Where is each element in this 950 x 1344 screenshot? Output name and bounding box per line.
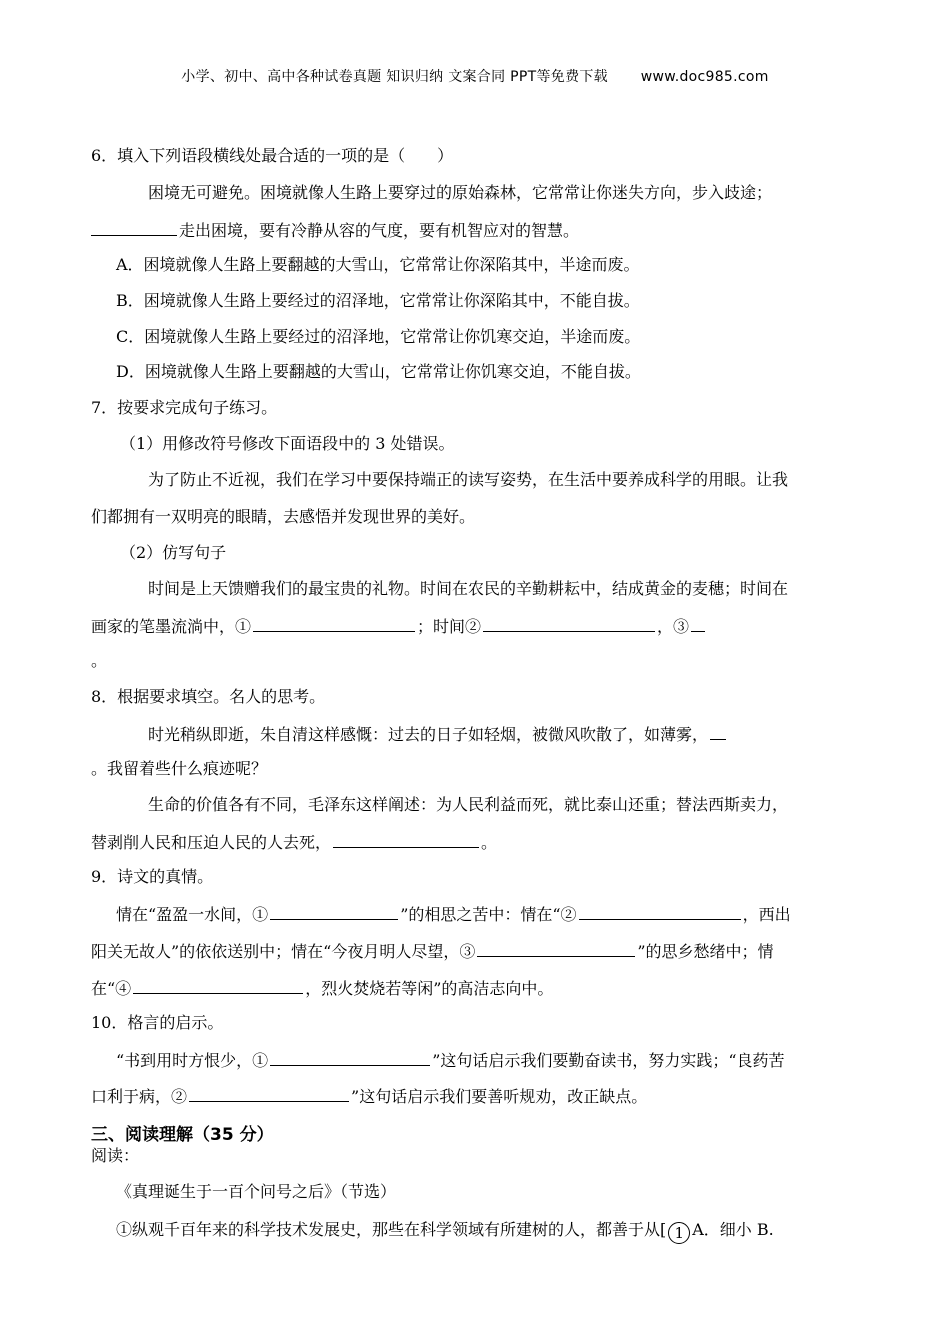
q7-sub2-p2-a: 画家的笔墨流淌中，①: [91, 617, 252, 636]
header-text: 小学、初中、高中各种试卷真题 知识归纳 文案合同 PPT等免费下载: [181, 69, 608, 85]
q8-blank-1[interactable]: [710, 723, 726, 740]
q6-stem: 6．填入下列语段横线处最合适的一项的是（ ）: [91, 146, 454, 165]
q10-l1-b: ”这句话启示我们要勤奋读书，努力实践；“良药苦: [432, 1051, 785, 1070]
q9-blank-1[interactable]: [270, 903, 398, 920]
q6-option-a[interactable]: A．困境就像人生路上要翻越的大雪山，它常常让你深陷其中，半途而废。: [116, 255, 640, 274]
article-p1-b[interactable]: A．细小 B.: [692, 1220, 774, 1239]
q6-option-d[interactable]: D．困境就像人生路上要翻越的大雪山，它常常让你饥寒交迫，不能自拔。: [116, 362, 641, 381]
q9-line-1: [116, 903, 791, 925]
q10-l2-b: ”这句话启示我们要善听规劝，改正缺点。: [351, 1087, 648, 1106]
q7-blank-3[interactable]: [691, 615, 705, 632]
q10-line-2: [91, 1085, 647, 1107]
q7-stem: 7．按要求完成句子练习。: [91, 398, 278, 417]
q6-option-b[interactable]: B．困境就像人生路上要经过的沼泽地，它常常让你深陷其中，不能自拔。: [116, 291, 640, 310]
q6-passage-1: 困境无可避免。困境就像人生路上要穿过的原始森林，它常常让你迷失方向，步入歧途；: [148, 183, 773, 202]
q6-passage-2: 走出困境，要有冷静从容的气度，要有机智应对的智慧。: [179, 221, 580, 240]
q10-l2-a: 口利于病，②: [91, 1087, 188, 1106]
q8-p4-end: 。: [481, 833, 498, 852]
q8-p4-line: [91, 831, 497, 853]
q8-p3: 生命的价值各有不同，毛泽东这样阐述：为人民利益而死，就比泰山还重；替法西斯卖力，: [148, 795, 789, 814]
header-site-link[interactable]: www.doc985.com: [640, 69, 769, 85]
article-p1-line: [116, 1220, 774, 1244]
q10-blank-2[interactable]: [189, 1085, 349, 1102]
q6-passage-2-line: [91, 219, 579, 241]
article-title: 《真理诞生于一百个问号之后》（节选）: [116, 1182, 397, 1201]
q10-blank-1[interactable]: [270, 1049, 430, 1066]
q7-sub2: （2）仿写句子: [120, 543, 227, 562]
q7-sub2-p2-b: ；时间②: [417, 617, 482, 636]
q10-l1-a: “书到用时方恨少，①: [116, 1051, 269, 1070]
q8-p1-line: [148, 723, 728, 745]
q7-sub1-p2: 们都拥有一双明亮的眼睛，去感悟并发现世界的美好。: [91, 507, 476, 526]
q8-p4: 替剥削人民和压迫人民的人去死，: [91, 833, 332, 852]
q7-blank-2[interactable]: [483, 615, 655, 632]
q9-blank-3[interactable]: [477, 940, 635, 957]
q10-line-1: [116, 1049, 785, 1071]
q7-sub1-p1: 为了防止不近视，我们在学习中要保持端正的读写姿势，在生活中要养成科学的用眼。让我: [148, 470, 789, 489]
q7-sub2-p2: [91, 615, 707, 637]
q9-l3-b: ，烈火焚烧若等闲”的高洁志向中。: [305, 979, 554, 998]
article-p1-a: ①纵观千百年来的科学技术发展史，那些在科学领域有所建树的人，都善于从[: [116, 1220, 667, 1239]
q7-sub2-p3: 。: [91, 651, 108, 670]
q6-option-c[interactable]: C．困境就像人生路上要经过的沼泽地，它常常让你饥寒交迫，半途而废。: [116, 327, 641, 346]
page-header: [0, 66, 950, 86]
circled-number-marker: 1: [668, 1222, 690, 1244]
q8-blank-2[interactable]: [333, 831, 479, 848]
q8-p2: 。我留着些什么痕迹呢？: [91, 759, 268, 778]
q9-line-2: [91, 940, 774, 962]
q7-sub2-p1: 时间是上天馈赠我们的最宝贵的礼物。时间在农民的辛勤耕耘中，结成黄金的麦穗；时间在: [148, 579, 789, 598]
q9-l1-b: ”的相思之苦中：情在“②: [400, 905, 577, 924]
q9-blank-4[interactable]: [133, 977, 303, 994]
q9-blank-2[interactable]: [579, 903, 741, 920]
q7-sub1: （1）用修改符号修改下面语段中的 3 处错误。: [120, 434, 455, 453]
q9-l2-a: 阳关无故人”的依依送别中；情在“今夜月明人尽望，③: [91, 942, 476, 961]
section-3-intro: 阅读：: [91, 1146, 140, 1165]
q8-p1: 时光稍纵即逝，朱自清这样感慨：过去的日子如轻烟，被微风吹散了，如薄雾，: [148, 725, 709, 744]
q8-stem: 8．根据要求填空。名人的思考。: [91, 687, 326, 706]
q9-line-3: [91, 977, 553, 999]
q10-stem: 10．格言的启示。: [91, 1013, 224, 1032]
q7-blank-1[interactable]: [253, 615, 415, 632]
q9-l1-c: ，西出: [742, 905, 791, 924]
q9-l1-a: 情在“盈盈一水间，①: [116, 905, 269, 924]
q9-l2-b: ”的思乡愁绪中；情: [637, 942, 774, 961]
q7-sub2-p2-c: ，③: [657, 617, 690, 636]
q9-l3-a: 在“④: [91, 979, 132, 998]
section-3-title: 三、阅读理解（35 分）: [91, 1125, 274, 1145]
q6-blank[interactable]: [91, 219, 177, 236]
q9-stem: 9．诗文的真情。: [91, 867, 214, 886]
